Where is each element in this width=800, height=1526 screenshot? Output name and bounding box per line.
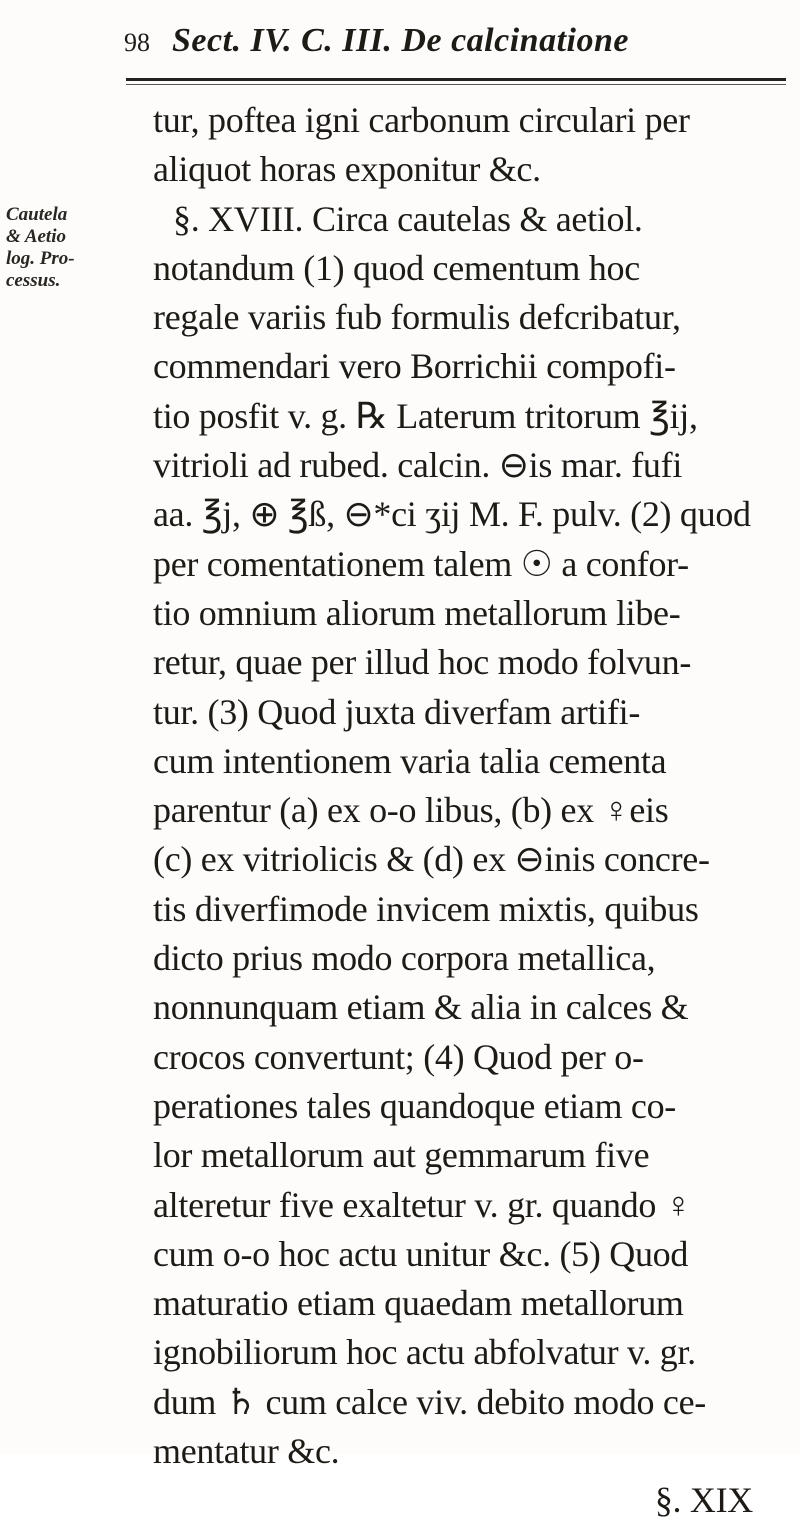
- margin-note-line: log. Pro-: [6, 248, 75, 269]
- page-number: 98: [124, 28, 150, 57]
- text-line: tis diverfimode invicem mixtis, quibus: [153, 888, 699, 929]
- body-text: [153, 96, 793, 1526]
- text-line: maturatio etiam quaedam metallorum: [153, 1283, 684, 1324]
- text-line: tur, poftea igni carbonum circulari per: [153, 100, 690, 140]
- page-header: [124, 22, 764, 70]
- header-rule-thin: [126, 84, 786, 85]
- header-rule: [126, 78, 786, 81]
- text-line: tur. (3) Quod juxta diverfam artifi-: [153, 691, 641, 732]
- margin-note-line: & Aetio: [6, 226, 66, 247]
- text-line: tio posfit v. g. ℞ Laterum tritorum ℥ij,: [153, 395, 698, 436]
- text-line: parentur (a) ex o-o libus, (b) ex ♀eis: [153, 790, 669, 831]
- text-line: per comentationem talem ☉ a confor-: [153, 543, 689, 584]
- running-head: Sect. IV. C. III. De calcinatione: [172, 22, 629, 59]
- text-line: cum intentionem varia talia cementa: [153, 740, 667, 781]
- text-line: aa. ℥j, ⊕ ℥ß, ⊖*ci ʒij M. F. pulv. (2) quod: [153, 494, 751, 535]
- margin-note: [6, 204, 98, 292]
- text-line: §. XVIII. Circa cautelas & aetiol.: [173, 198, 643, 239]
- text-line: retur, quae per illud hoc modo folvun-: [153, 642, 692, 683]
- text-line: vitrioli ad rubed. calcin. ⊖is mar. fufi: [153, 445, 683, 486]
- text-line: alteretur five exaltetur v. gr. quando ♀: [153, 1184, 692, 1225]
- text-line: cum o-o hoc actu unitur &c. (5) Quod: [153, 1233, 689, 1274]
- text-line: dum ♄ cum calce viv. debito modo ce-: [153, 1381, 706, 1422]
- text-line: (c) ex vitriolicis & (d) ex ⊖inis concre-: [153, 839, 710, 880]
- text-line: notandum (1) quod cementum hoc: [153, 247, 640, 288]
- text-line: perationes tales quandoque etiam co-: [153, 1085, 676, 1126]
- text-line: regale variis fub formulis defcribatur,: [153, 297, 681, 338]
- text-line: crocos convertunt; (4) Quod per o-: [153, 1036, 644, 1077]
- text-line: mentatur &c.: [153, 1431, 340, 1472]
- text-line: nonnunquam etiam & alia in calces &: [153, 987, 689, 1028]
- text-line: dicto prius modo corpora metallica,: [153, 938, 656, 979]
- text-line: ignobiliorum hoc actu abfolvatur v. gr.: [153, 1332, 696, 1373]
- margin-note-line: cessus.: [6, 270, 61, 291]
- text-line: commendari vero Borrichii compofi-: [153, 346, 676, 387]
- catchword: §. XIX: [654, 1480, 753, 1521]
- text-line: tio omnium aliorum metallorum libe-: [153, 592, 681, 633]
- text-line: lor metallorum aut gemmarum five: [153, 1135, 650, 1176]
- margin-note-line: Cautela: [6, 204, 68, 225]
- text-line: aliquot horas exponitur &c.: [153, 149, 541, 190]
